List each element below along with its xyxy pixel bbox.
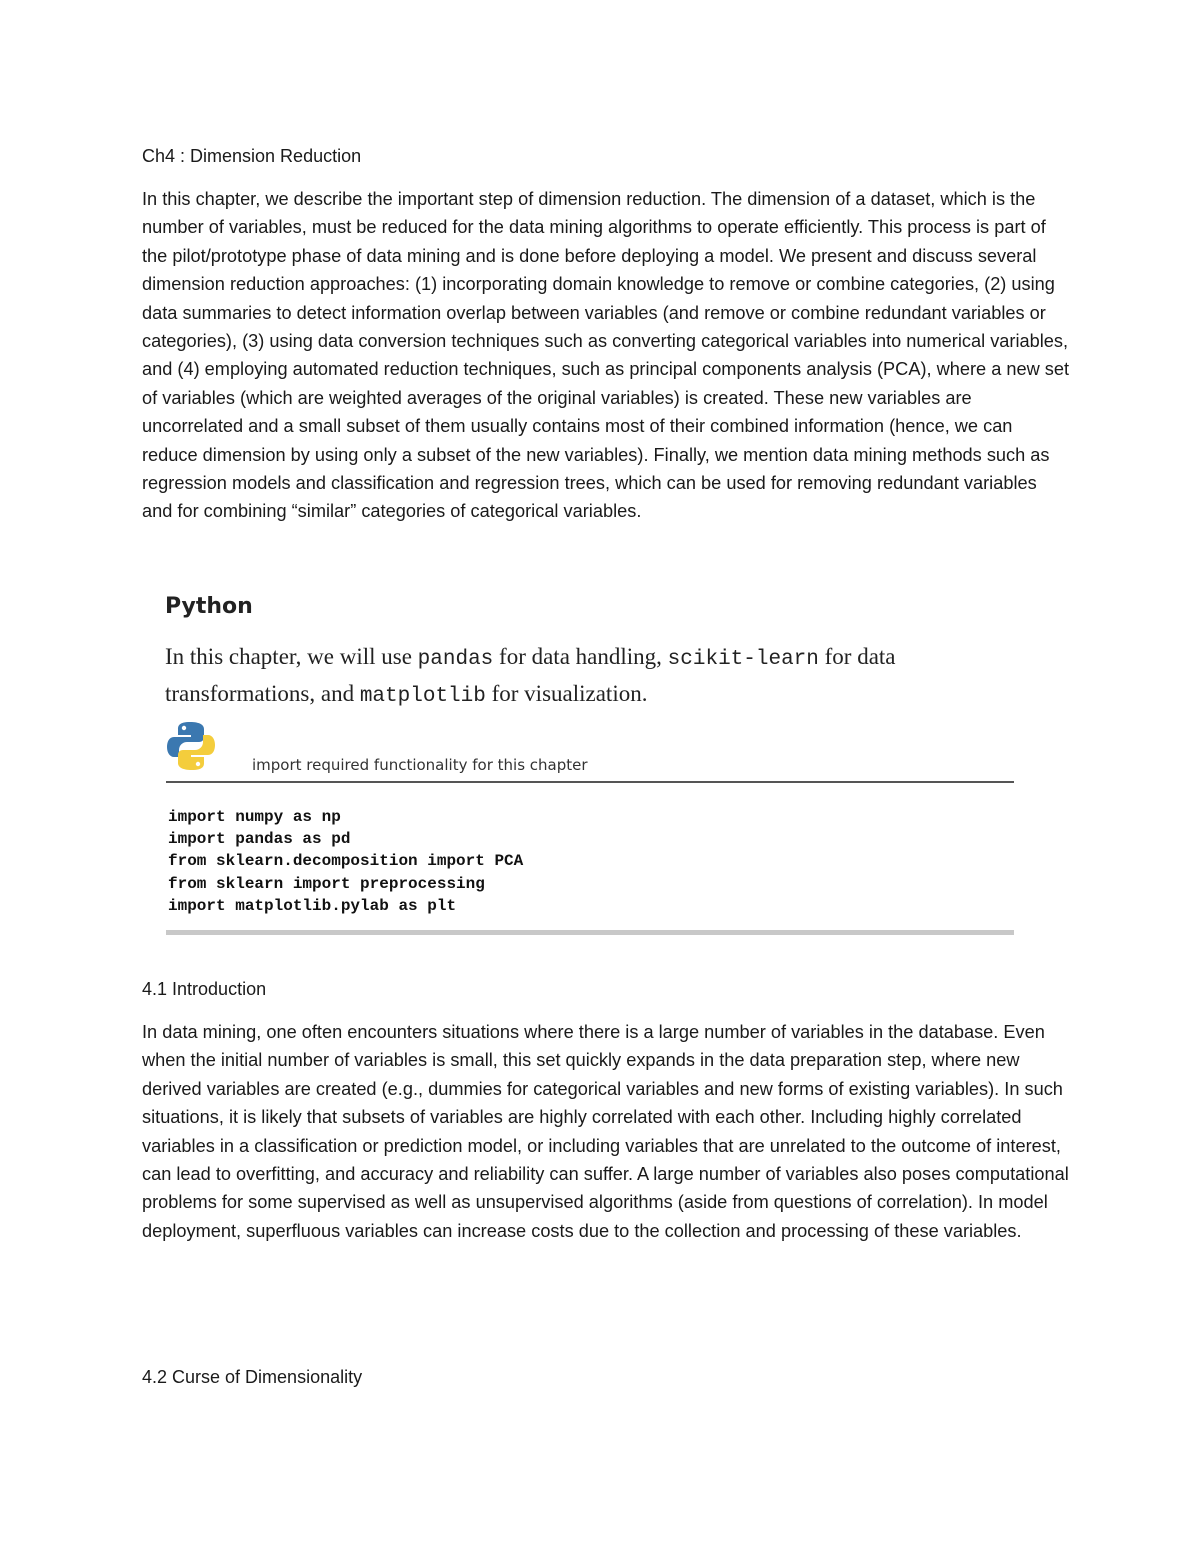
code-line: import pandas as pd bbox=[168, 830, 351, 849]
section-heading-4-2: 4.2 Curse of Dimensionality bbox=[142, 1367, 363, 1387]
python-intro-text: In this chapter, we will use bbox=[165, 644, 418, 669]
python-intro-text: for data handling, bbox=[493, 644, 668, 669]
code-block bbox=[168, 806, 523, 917]
lib-scikit-learn: scikit-learn bbox=[667, 648, 819, 671]
divider bbox=[166, 930, 1014, 935]
lib-matplotlib: matplotlib bbox=[359, 685, 486, 708]
python-logo-icon bbox=[166, 720, 216, 772]
section-4-1-paragraph: In data mining, one often encounters situations where there is a large number of variables in the database. Even when the initial number of variables is small, this set quickly expands in the data preparation step, where new derived variables are created (e.g., dummies for categorical variables and new forms of existing variables). In such situations, it is likely that subsets of variables are highly correlated with each other. Including highly correlated variables in a classification or prediction model, or including variables that are unrelated to the outcome of interest, can lead to overfitting, and accuracy and reliability can suffer. A large number of variables also poses computational problems for some supervised as well as unsupervised algorithms (aside from questions of correlation). In model deployment, superfluous variables can increase costs due to the collection and processing of these variables. bbox=[142, 1022, 1069, 1241]
code-line: from sklearn import preprocessing bbox=[168, 874, 485, 893]
chapter-title: Ch4 : Dimension Reduction bbox=[142, 146, 362, 166]
python-intro-text: for visualization. bbox=[485, 681, 648, 706]
python-intro-text: for data transformations, and bbox=[165, 644, 896, 706]
python-box-title: Python bbox=[165, 594, 253, 619]
lib-pandas: pandas bbox=[417, 648, 494, 671]
section-heading-4-1: 4.1 Introduction bbox=[142, 979, 267, 999]
code-line: from sklearn.decomposition import PCA bbox=[168, 852, 524, 871]
code-caption: import required functionality for this chapter bbox=[252, 756, 588, 774]
code-line: import matplotlib.pylab as plt bbox=[168, 896, 457, 915]
divider bbox=[166, 781, 1014, 783]
intro-paragraph: In this chapter, we describe the important step of dimension reduction. The dimension of a dataset, which is the number of variables, must be reduced for the data mining algorithms to operate efficiently. This process is part of the pilot/prototype phase of data mining and is done before deploying a model. We present and discuss several dimension reduction approaches: (1) incorporating domain knowledge to remove or combine categories, (2) using data summaries to detect information overlap between variables (and remove or combine redundant variables or categories), (3) using data conversion techniques such as converting categorical variables into numerical variables, and (4) employing automated reduction techniques, such as principal components analysis (PCA), where a new set of variables (which are weighted averages of the original variables) is created. These new variables are uncorrelated and a small subset of them usually contains most of their combined information (hence, we can reduce dimension by using only a subset of the new variables). Finally, we mention data mining methods such as regression models and classification and regression trees, which can be used for removing redundant variables and for combining “similar” categories of categorical variables. bbox=[142, 189, 1070, 522]
code-line: import numpy as np bbox=[168, 808, 341, 826]
python-box-intro bbox=[165, 640, 1045, 714]
